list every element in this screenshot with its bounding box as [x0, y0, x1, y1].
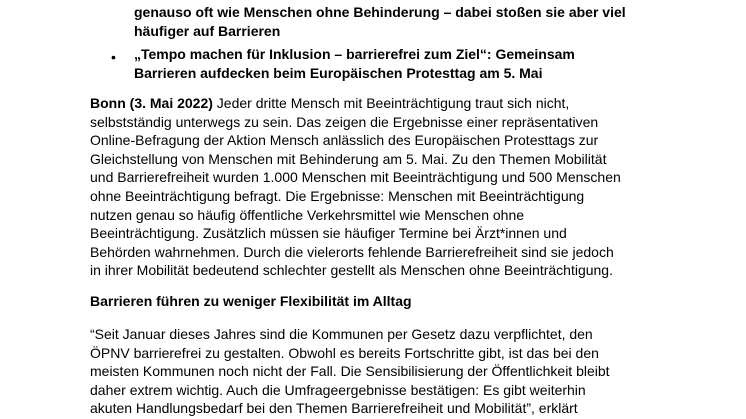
lead-body: Jeder dritte Mensch mit Beeinträchtigung traut sich nicht, selbstständig unterwegs zu sein. Das zeigen die Ergebnisse einer repräsentativen Online-Befragung der Aktion Mensch anlässlich des Europäischen Protesttags zur Gleichstellung von Menschen mit Behinderung am 5. Mai. Zu den Themen Mobilität und Barrierefreiheit wurden 1.000 Menschen mit Beeinträchtigung und 500 Menschen ohne Beeinträchtigung befragt. Die Ergebnisse: Menschen mit Beeinträchtigung nutzen genau so häufig öffentliche Verkehrsmittel wie Menschen ohne Beeinträchtigung. Zusätzlich müssen sie häufiger Termine bei Ärzt*innen und Behörden wahrnehmen. Durch die vielerorts fehlende Barrierefreiheit sind sie jedoch in ihrer Mobilität bedeutend schlechter gestellt als Menschen ohne Beeinträchtigung. [90, 95, 621, 279]
dateline: Bonn (3. Mai 2022) [90, 95, 213, 111]
bullet-item-partial-text: genauso oft wie Menschen ohne Behinderung – dabei stoßen sie aber viel häufiger auf Barrieren [134, 4, 626, 39]
bullet-item-tempo-text: „Tempo machen für Inklusion – barrierefrei zum Ziel“: Gemeinsam Barrieren aufdecken beim Europäischen Protesttag am 5. Mai [134, 46, 575, 81]
quote-paragraph: “Seit Januar dieses Jahres sind die Kommunen per Gesetz dazu verpflichtet, den ÖPNV barrierefrei zu gestalten. Obwohl es bereits Fortschritte gibt, ist das bei den meisten Kommunen noch nicht der Fall. Die Sensibilisierung der Öffentlichkeit bleibt daher extrem wichtig. Auch die Umfrageergebnisse bestätigen: Es gibt weiterhin akuten Handlungsbedarf bei den Themen Barrierefreiheit und Mobilität”, erklärt [90, 326, 610, 417]
bullet-point-icon: • [111, 49, 116, 65]
section-heading: Barrieren führen zu weniger Flexibilität im Alltag [90, 293, 412, 309]
lead-paragraph [90, 94, 730, 280]
